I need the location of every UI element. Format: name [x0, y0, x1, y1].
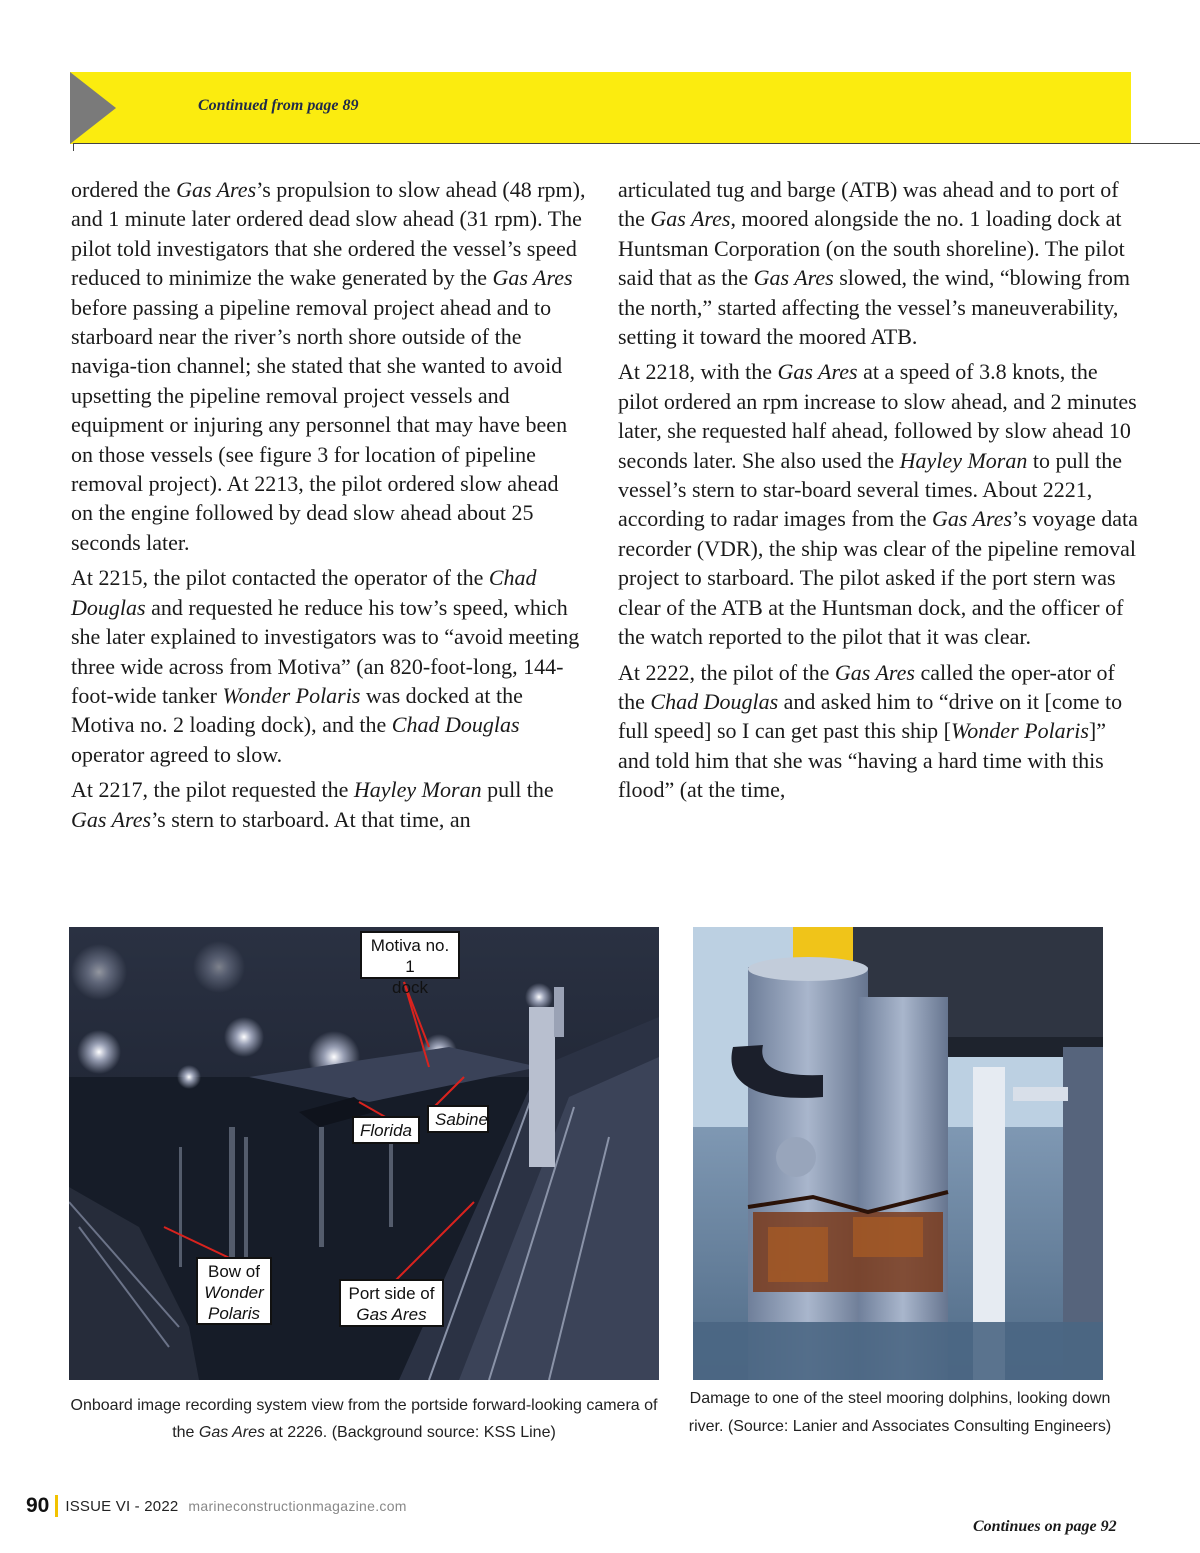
text-run: ’s stern to starboard. At that time, an: [151, 806, 471, 832]
dolphin-damage-scene: [693, 927, 1103, 1380]
vessel-name: Gas Ares: [753, 265, 834, 291]
callout-florida: [352, 1116, 420, 1144]
text-run: articulated tug and barge (ATB) was ahead and to port of the: [618, 177, 1119, 232]
text-run: At 2215, the pilot contacted the operator of the: [71, 565, 489, 591]
text-run: At 2217, the pilot requested the: [71, 777, 354, 803]
left-figure-caption: [69, 1392, 659, 1446]
text-run: at a speed of 3.8 knots, the pilot ordered an rpm increase to slow ahead, and 2 minutes later, she requested half ahead, followed by slow ahead 10 seconds later. She also used the: [618, 359, 1137, 473]
callout-text: Wonder: [204, 1283, 264, 1302]
callout-text: Sabine: [435, 1110, 488, 1129]
text-run: operator agreed to slow.: [71, 741, 283, 767]
caption-text: Onboard image recording system view from the portside forward-looking camera of the: [70, 1397, 658, 1441]
text-run: ’s voyage data recorder (VDR), the ship was clear of the pipeline removal project to starboard. The pilot asked if the port stern was clear of the ATB at the Huntsman dock, and the officer of the watch reported to the pilot that it was clear.: [618, 506, 1138, 650]
mooring-dolphin-photo: [693, 927, 1103, 1380]
callout-motiva-dock: [360, 931, 460, 997]
paragraph: [71, 175, 586, 557]
vessel-name: Hayley Moran: [899, 447, 1028, 473]
text-run: At 2222, the pilot of the: [618, 659, 835, 685]
onboard-camera-photo: [69, 927, 659, 1380]
callout-text: Gas Ares: [356, 1305, 427, 1324]
paragraph: [618, 658, 1138, 805]
left-text-column: [71, 175, 586, 840]
footer-divider: [55, 1495, 58, 1517]
vessel-name: Gas Ares: [777, 359, 858, 385]
paragraph: [71, 775, 586, 834]
callout-text: Polaris: [208, 1304, 260, 1323]
text-run: was docked at the Motiva no. 2 loading dock), and the: [71, 682, 523, 738]
page-footer: [26, 1488, 407, 1524]
callout-text: Motiva no. 1: [370, 936, 450, 976]
text-run: pull the: [481, 777, 554, 803]
continued-from-text: Continued from page 89: [198, 97, 359, 114]
callout-bow-wonder-polaris: [196, 1257, 272, 1325]
text-run: before passing a pipeline removal project ahead and to starboard near the river’s north shore outside of the naviga-tion channel; she stated that she wanted to avoid upsetting the pipeline removal project vessels and equipment or injuring any personnel that may have been on those vessels (see figure 3 for location of pipeline removal project). At 2213, the pilot ordered slow ahead on the engine followed by dead slow ahead about 25 seconds later.: [71, 294, 568, 555]
callout-text: dock: [392, 978, 428, 997]
text-run: called the oper-ator of the: [618, 659, 1115, 714]
paragraph: [71, 563, 586, 769]
callout-sabine: [427, 1105, 489, 1133]
vessel-name: Gas Ares: [834, 659, 915, 685]
vessel-name: Wonder Polaris: [951, 718, 1089, 744]
callout-port-side-gas-ares: [339, 1279, 444, 1327]
paragraph: [618, 357, 1138, 651]
continues-on-note: Continues on page 92: [973, 1518, 1117, 1535]
callout-text: Florida: [360, 1121, 412, 1140]
vessel-name: Hayley Moran: [353, 777, 482, 803]
vessel-name: Gas Ares: [931, 506, 1013, 532]
text-run: and requested he reduce his tow’s speed, which she later explained to investigators was to “avoid meeting three wide across from Motiva” (an 820-foot-long, 144-foot-wide tanker: [71, 594, 580, 708]
paragraph: [618, 175, 1138, 351]
caption-text: at 2226. (Background source: KSS Line): [264, 1424, 556, 1441]
banner-rule: [74, 143, 1200, 144]
vessel-name: Chad Douglas: [391, 712, 520, 738]
vessel-name: Chad Douglas: [650, 688, 779, 714]
page-number: 90: [26, 1494, 50, 1517]
caption-italic-text: Gas Ares: [198, 1424, 265, 1441]
callout-text: Port side of: [348, 1284, 435, 1303]
vessel-name: Gas Ares: [492, 265, 573, 291]
text-run: ]” and told him that she was “having a hard time with this flood” (at the time,: [618, 718, 1107, 803]
text-run: slowed, the wind, “blowing from the north,” started affecting the vessel’s maneuverability, setting it toward the moored ATB.: [618, 265, 1131, 350]
text-run: ’s propulsion to slow ahead (48 rpm), and 1 minute later ordered dead slow ahead (31 rpm). The pilot told investigators that she ordered the vessel’s speed reduced to minimize the wake generated by the: [71, 177, 586, 291]
callout-text: Bow of: [208, 1262, 260, 1281]
right-figure-caption: Damage to one of the steel mooring dolphins, looking down river. (Source: Lanier and Associates Consulting Engineers): [688, 1390, 1112, 1435]
text-run: and asked him to “drive on it [come to full speed] so I can get past this ship [: [618, 688, 1123, 744]
text-run: to pull the vessel’s stern to star-board several times. About 2221, according to radar images from the: [618, 447, 1123, 532]
text-run: At 2218, with the: [618, 359, 778, 385]
text-run: , moored alongside the no. 1 loading dock at Huntsman Corporation (on the south shoreline). The pilot said that as the: [618, 206, 1125, 291]
issue-label: ISSUE VI - 2022: [65, 1497, 179, 1515]
vessel-name: Gas Ares: [71, 806, 152, 832]
text-run: ordered the: [71, 177, 177, 202]
arrow-icon: [70, 72, 116, 144]
banner-rule-tick: [73, 143, 74, 151]
vessel-name: Chad Douglas: [71, 565, 537, 620]
right-text-column: [618, 175, 1138, 811]
website-link[interactable]: marineconstructionmagazine.com: [188, 1498, 407, 1514]
vessel-name: Gas Ares: [650, 206, 731, 232]
vessel-name: Gas Ares: [176, 177, 257, 202]
vessel-name: Wonder Polaris: [222, 682, 361, 708]
